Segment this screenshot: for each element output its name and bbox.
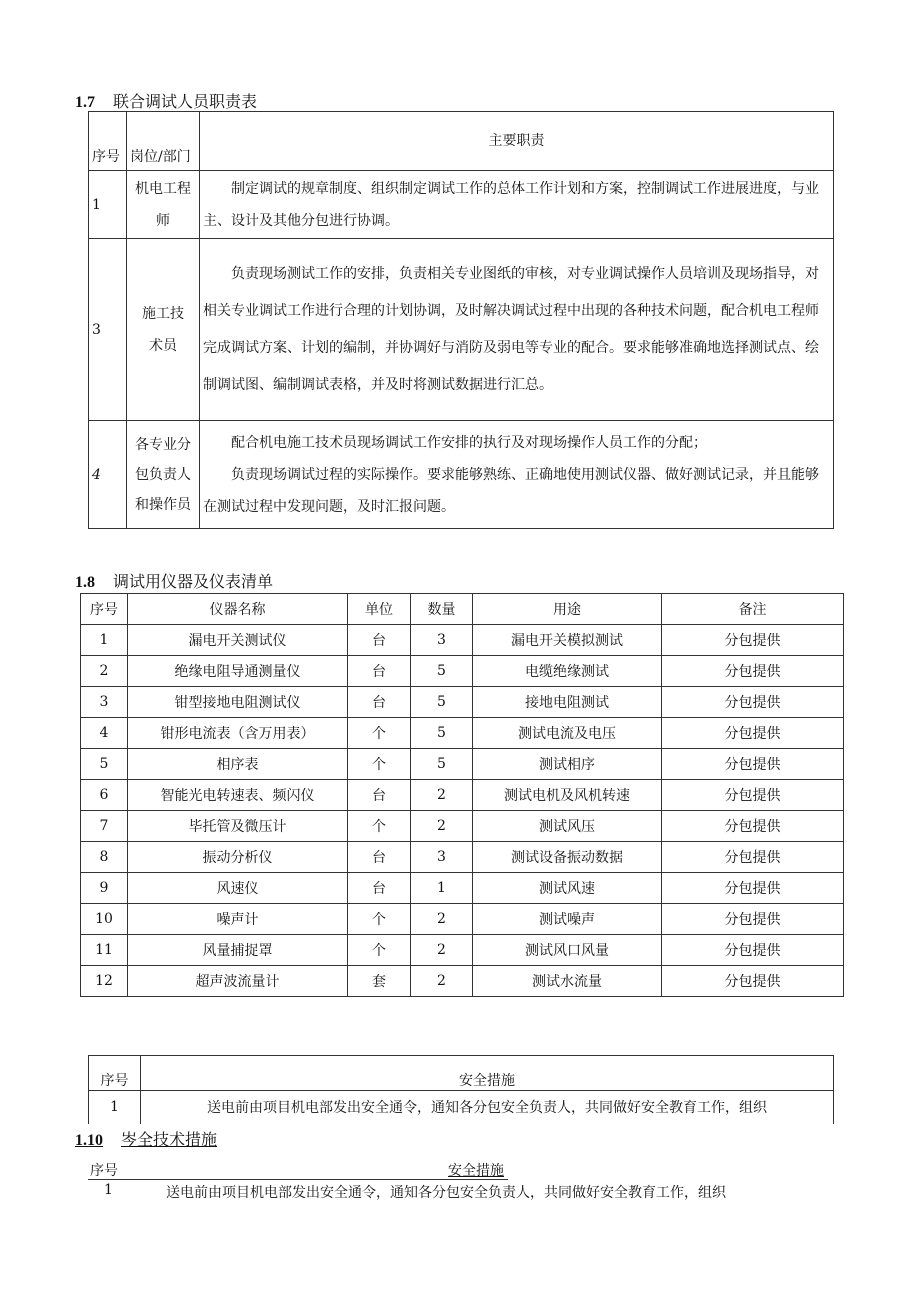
table-cell: 接地电阻测试 — [473, 687, 662, 718]
table-cell: 振动分析仪 — [128, 842, 348, 873]
table-cell: 2 — [411, 780, 473, 811]
cell-role: 各专业分包负责人和操作员 — [127, 421, 200, 529]
table-cell: 5 — [411, 749, 473, 780]
safety-table — [88, 1055, 834, 1124]
table-cell: 分包提供 — [662, 718, 844, 749]
table-cell: 分包提供 — [662, 749, 844, 780]
table-cell: 12 — [81, 966, 128, 997]
table-cell: 分包提供 — [662, 935, 844, 966]
table-row — [89, 1091, 834, 1124]
table-cell: 2 — [411, 904, 473, 935]
header-cell: 序号 — [89, 1056, 141, 1091]
duty-table — [88, 111, 834, 529]
table-cell: 6 — [81, 780, 128, 811]
table-row — [81, 811, 844, 842]
table-cell: 分包提供 — [662, 687, 844, 718]
table-cell: 测试风压 — [473, 811, 662, 842]
table-cell: 个 — [348, 718, 411, 749]
header-no: 序号 — [90, 1163, 118, 1179]
table-cell: 台 — [348, 656, 411, 687]
table-cell: 风量捕捉罩 — [128, 935, 348, 966]
table-cell: 台 — [348, 625, 411, 656]
table-row — [81, 904, 844, 935]
table-row — [81, 625, 844, 656]
table-cell: 测试噪声 — [473, 904, 662, 935]
table-cell: 测试电机及风机转速 — [473, 780, 662, 811]
table-cell: 分包提供 — [662, 656, 844, 687]
table-row — [81, 687, 844, 718]
table-cell: 相序表 — [128, 749, 348, 780]
cell-no: 1 — [104, 1182, 113, 1198]
table-cell: 仪器名称 — [128, 594, 348, 625]
table-cell: 3 — [411, 625, 473, 656]
table-cell: 分包提供 — [662, 904, 844, 935]
table-cell: 10 — [81, 904, 128, 935]
table-cell: 测试电流及电压 — [473, 718, 662, 749]
table-cell: 序号 — [81, 594, 128, 625]
table-cell: 测试风口风量 — [473, 935, 662, 966]
table-cell: 1 — [81, 625, 128, 656]
table-row — [89, 421, 834, 529]
table-cell: 台 — [348, 842, 411, 873]
table-cell: 台 — [348, 780, 411, 811]
table-cell: 智能光电转速表、频闪仪 — [128, 780, 348, 811]
table-cell: 钳形电流表（含万用表） — [128, 718, 348, 749]
table-cell: 分包提供 — [662, 966, 844, 997]
table-row — [89, 171, 834, 239]
table-row — [81, 718, 844, 749]
table-cell: 测试设备振动数据 — [473, 842, 662, 873]
table-cell: 超声波流量计 — [128, 966, 348, 997]
table-cell: 1 — [411, 873, 473, 904]
table-cell: 个 — [348, 811, 411, 842]
header-measure: 安全措施 — [448, 1163, 504, 1179]
table-cell: 分包提供 — [662, 842, 844, 873]
table-cell: 绝缘电阻导通测量仪 — [128, 656, 348, 687]
table-cell: 个 — [348, 935, 411, 966]
table-cell: 测试水流量 — [473, 966, 662, 997]
table-cell: 3 — [81, 687, 128, 718]
table-row — [81, 966, 844, 997]
cell-duty: 负责现场调试过程的实际操作。要求能够熟练、正确地使用测试仪器、做好测试记录，并且能够在测试过程中发现问题，及时汇报问题。 — [203, 466, 819, 515]
table-cell: 备注 — [662, 594, 844, 625]
table-cell: 2 — [411, 935, 473, 966]
table-cell: 漏电开关模拟测试 — [473, 625, 662, 656]
cell-role: 机电工程师 — [127, 171, 200, 239]
cell-duty: 制定调试的规章制度、组织制定调试工作的总体工作计划和方案，控制调试工作进展进度，与业主、设计及其他分包进行协调。 — [203, 180, 819, 229]
cell-measure: 送电前由项目机电部发出安全通令，通知各分包安全负责人，共同做好安全教育工作，组织 — [141, 1091, 834, 1124]
section-heading-1-8: 1.8 调试用仪器及仪表清单 — [75, 572, 274, 591]
cell-role: 施工技术员 — [127, 239, 200, 421]
cell-no: 3 — [89, 239, 127, 421]
table-cell: 钳型接地电阻测试仪 — [128, 687, 348, 718]
table-row — [81, 842, 844, 873]
table-cell: 3 — [411, 842, 473, 873]
table-cell: 8 — [81, 842, 128, 873]
table-cell: 漏电开关测试仪 — [128, 625, 348, 656]
table-cell: 电缆绝缘测试 — [473, 656, 662, 687]
table-cell: 数量 — [411, 594, 473, 625]
table-row — [89, 239, 834, 421]
table-cell: 个 — [348, 904, 411, 935]
table-cell: 5 — [411, 687, 473, 718]
table-cell: 测试相序 — [473, 749, 662, 780]
table-cell: 2 — [411, 811, 473, 842]
table-cell: 4 — [81, 718, 128, 749]
table-cell: 分包提供 — [662, 625, 844, 656]
table-cell: 风速仪 — [128, 873, 348, 904]
cell-no: 1 — [89, 1091, 141, 1124]
table-row — [81, 873, 844, 904]
table-cell: 用途 — [473, 594, 662, 625]
table-cell: 11 — [81, 935, 128, 966]
cell-measure: 送电前由项目机电部发出安全通令，通知各分包安全负责人，共同做好安全教育工作，组织 — [166, 1185, 726, 1201]
table-cell: 噪声计 — [128, 904, 348, 935]
table-cell: 9 — [81, 873, 128, 904]
table-row — [81, 935, 844, 966]
table-cell: 单位 — [348, 594, 411, 625]
instrument-table — [80, 593, 844, 997]
header-underline — [88, 1160, 508, 1180]
table-cell: 5 — [81, 749, 128, 780]
table-cell: 2 — [81, 656, 128, 687]
table-cell: 套 — [348, 966, 411, 997]
table-cell: 5 — [411, 718, 473, 749]
table-row — [81, 656, 844, 687]
table-cell: 测试风速 — [473, 873, 662, 904]
header-cell: 岗位/部门 — [127, 112, 200, 171]
table-cell: 分包提供 — [662, 873, 844, 904]
table-cell: 毕托管及微压计 — [128, 811, 348, 842]
header-cell: 序号 — [89, 112, 127, 171]
table-row — [81, 780, 844, 811]
table-cell: 分包提供 — [662, 811, 844, 842]
section-heading-1-7: 1.7 联合调试人员职责表 — [75, 92, 258, 111]
table-cell: 个 — [348, 749, 411, 780]
cell-duty: 负责现场测试工作的安排，负责相关专业图纸的审核，对专业调试操作人员培训及现场指导，对相关专业调试工作进行合理的计划协调，及时解决调试过程中出现的各种技术问题，配合机电工程师完成调试方案、计划的编制，并协调好与消防及弱电等专业的配合。要求能够准确地选择测试点、绘制调试图、编制调试表格，并及时将测试数据进行汇总。 — [203, 265, 819, 393]
section-heading-1-10: 1.10 岑全技术措施 — [75, 1130, 218, 1149]
cell-no: 4 — [89, 421, 127, 529]
cell-duty: 配合机电施工技术员现场调试工作安排的执行及对现场操作人员工作的分配； — [231, 434, 707, 451]
cell-no: 1 — [89, 171, 127, 239]
table-cell: 台 — [348, 687, 411, 718]
table-cell: 台 — [348, 873, 411, 904]
header-cell: 主要职责 — [200, 112, 834, 171]
table-header-row — [81, 594, 844, 625]
table-row — [81, 749, 844, 780]
header-cell: 安全措施 — [141, 1056, 834, 1091]
table-cell: 7 — [81, 811, 128, 842]
table-cell: 分包提供 — [662, 780, 844, 811]
table-cell: 5 — [411, 656, 473, 687]
table-cell: 2 — [411, 966, 473, 997]
